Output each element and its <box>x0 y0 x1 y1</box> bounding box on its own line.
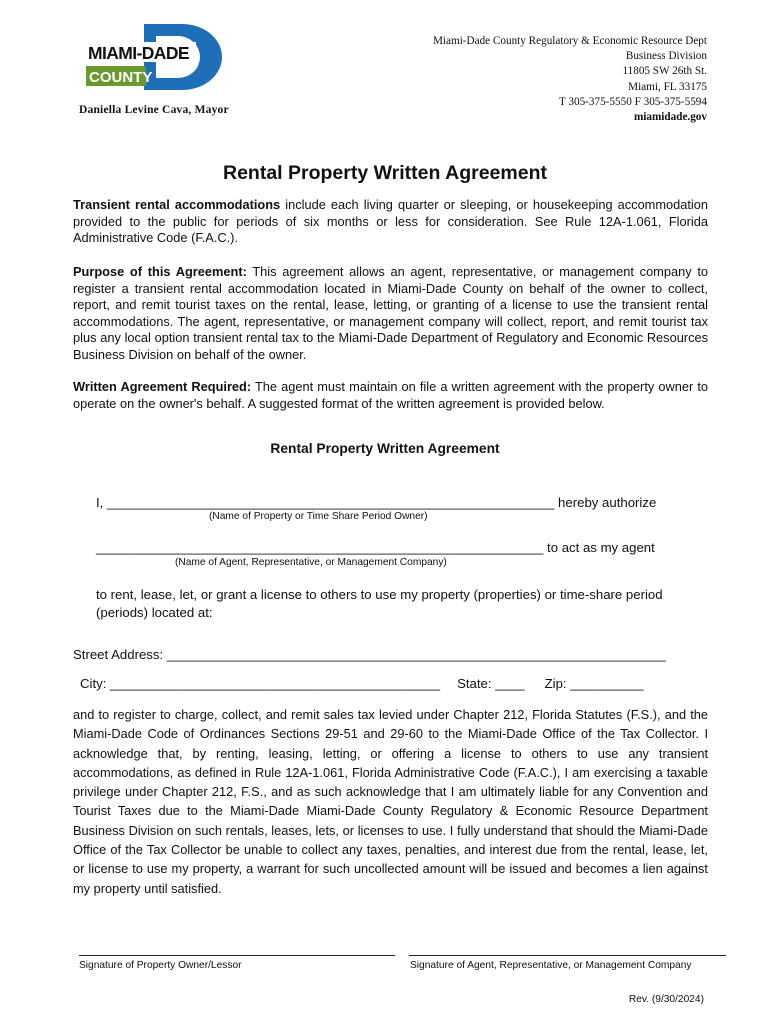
miami-dade-county-logo <box>86 24 222 90</box>
agent-signature-label: Signature of Agent, Representative, or Management Company <box>410 960 692 971</box>
owner-suffix: hereby authorize <box>554 495 657 510</box>
owner-signature-line[interactable] <box>79 955 395 956</box>
agent-name-field[interactable]: _____________________________________________________________ <box>96 540 544 555</box>
mayor-name: Daniella Levine Cava, Mayor <box>79 104 229 116</box>
revision-date: Rev. (9/30/2024) <box>628 994 704 1005</box>
logo-line2: COUNTY <box>89 69 153 86</box>
document-title: Rental Property Written Agreement <box>223 162 547 184</box>
zip-label: Zip: <box>544 676 567 691</box>
agent-signature-line[interactable] <box>409 955 726 956</box>
state-label: State: <box>457 676 492 691</box>
dept-phone-fax: T 305-375-5550 F 305-375-5594 <box>558 95 707 108</box>
purpose-text: This agreement allows an agent, representative, or management company to register a transient rental accommodation located in Miami-Dade County on behalf of the owner to collect, report, and remit tourist taxes on the rental, lease, letting, or granting of a license to use the transient rental accommodations. The agent, representative, or management company will collect, report, and remit tourist tax plus any local option transient rental tax to the Miami-Dade Department of Regulatory and Economic Resources Business Division on behalf of the owner. <box>73 264 708 362</box>
agent-name-row <box>96 540 655 555</box>
agent-name-caption: (Name of Agent, Representative, or Management Company) <box>175 557 447 568</box>
zip-field[interactable]: __________ <box>566 676 644 691</box>
state-field[interactable]: ____ <box>491 676 525 691</box>
written-agreement-required-paragraph <box>73 379 708 412</box>
dept-website: miamidade.gov <box>633 111 707 124</box>
transient-text: include each living quarter or sleeping, or housekeeping accommodation provided to the public for periods of six months or less for consideration. See Rule 12A-1.061, Florida Administrative Code (F.A.C.). <box>73 197 708 245</box>
street-address-field[interactable]: ____________________________________________________________________ <box>163 647 666 662</box>
owner-name-field[interactable]: _____________________________________________________________ <box>107 495 555 510</box>
city-label: City: <box>80 676 107 691</box>
city-state-zip-row <box>80 676 644 691</box>
required-lead: Written Agreement Required: <box>73 379 252 394</box>
transient-lead: Transient rental accommodations <box>73 197 281 212</box>
owner-prefix: I, <box>96 495 107 510</box>
owner-signature-label: Signature of Property Owner/Lessor <box>79 960 242 971</box>
rent-authorization-text: to rent, lease, let, or grant a license to others to use my property (properties) or time-share period (periods) located at: <box>96 587 663 620</box>
owner-name-caption: (Name of Property or Time Share Period Owner) <box>209 511 428 522</box>
logo-line1: MIAMI-DADE <box>88 43 189 63</box>
purpose-lead: Purpose of this Agreement: <box>73 264 247 279</box>
agreement-subtitle: Rental Property Written Agreement <box>270 441 500 456</box>
legal-acknowledgment-paragraph: and to register to charge, collect, and remit sales tax levied under Chapter 212, Florida Statutes (F.S.), and the Miami-Dade Code of Ordinances Sections 29-51 and 29-60 to the Miami-Dade Office of the Tax Collector. I acknowledge that, by renting, leasing, letting, or offering a license to others to use any transient accommodations, as defined in Rule 12A-1.061, Florida Administrative Code (F.A.C.), I am exercising a taxable privilege under Chapter 212, F.S., and as such acknowledge that I am ultimately liable for any Convention and Tourist Taxes due to the Miami-Dade Miami-Dade County Regulatory & Economic Resource Department Business Division on such rentals, leases, lets, or licenses to use. I fully understand that should the Miami-Dade Office of the Tax Collector be unable to collect any taxes, penalties, and interest due from the rental, lease, let, or license to use my property, a warrant for such uncollected amount will be issued and becomes a lien against my property until satisfied. <box>73 707 708 896</box>
street-address-label: Street Address: <box>73 647 164 662</box>
agent-suffix: to act as my agent <box>543 540 655 555</box>
city-field[interactable]: _____________________________________________ <box>106 676 441 691</box>
transient-definition-paragraph <box>73 197 708 247</box>
street-address-row <box>73 647 666 662</box>
department-address-block <box>377 34 707 125</box>
required-text: The agent must maintain on file a written agreement with the property owner to operate on the owner's behalf. A suggested format of the written agreement is provided below. <box>73 379 708 411</box>
dept-division: Business Division <box>625 50 707 63</box>
dept-city: Miami, FL 33175 <box>628 80 707 93</box>
dept-name: Miami-Dade County Regulatory & Economic Resource Dept <box>432 35 707 47</box>
owner-name-row <box>96 495 656 510</box>
dept-street: 11805 SW 26th St. <box>622 65 707 78</box>
purpose-paragraph <box>73 264 708 363</box>
